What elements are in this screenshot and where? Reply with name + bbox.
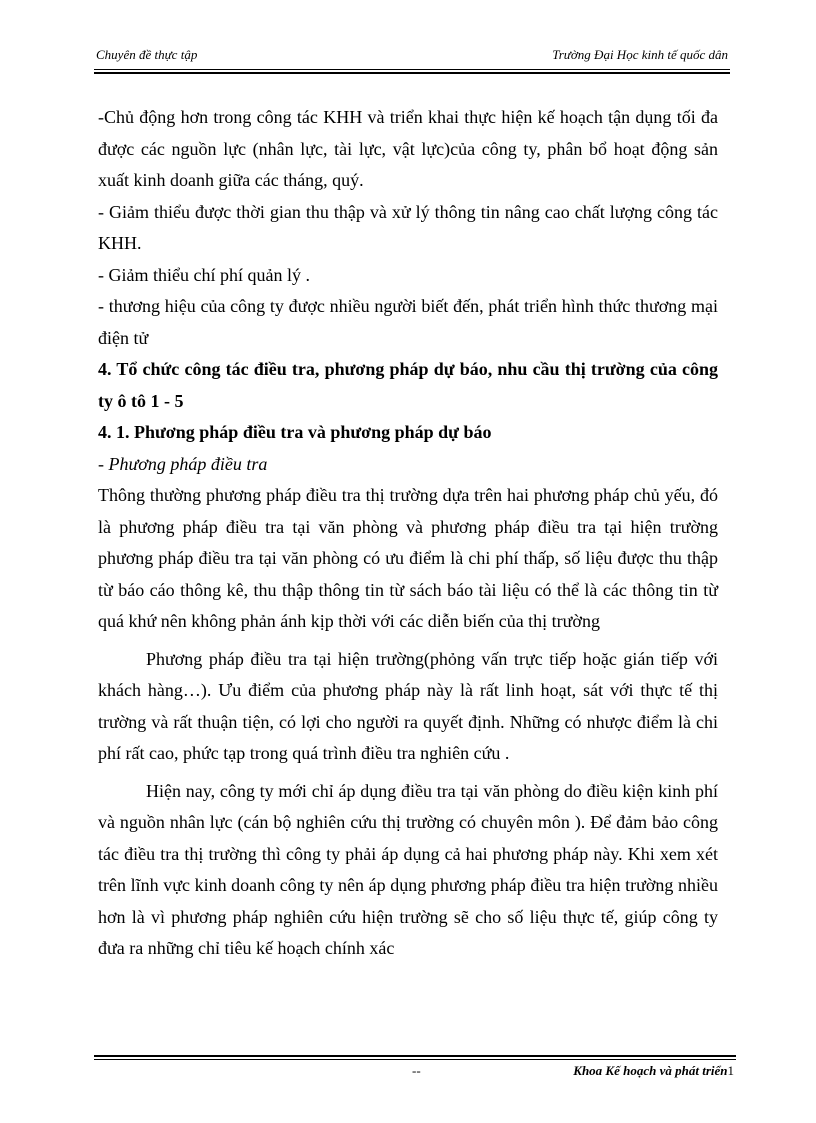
header-right-text: Trường Đại Học kinh tế quốc dân [552, 47, 728, 62]
document-body [98, 102, 718, 965]
footer-divider [94, 1059, 736, 1060]
paragraph-survey-methods: Thông thường phương pháp điều tra thị trường dựa trên hai phương pháp chủ yếu, đó là phương pháp điều tra tại văn phòng và phương pháp điều tra tại hiện trường phương pháp điều tra tại văn phòng có ưu điểm là chi phí thấp, số liệu được thu thập từ báo cáo thông kê, thu thập thông tin từ sách báo tài liệu có thể là các thông tin từ quá khứ nên không phản ánh kịp thời với các diễn biến của thị trường [98, 485, 718, 631]
footer-center-text: -- [412, 1063, 421, 1078]
paragraph-reduce-cost: - Giảm thiểu chí phí quản lý . [98, 264, 310, 285]
paragraph-current-practice: Hiện nay, công ty mới chỉ áp dụng điều tra tại văn phòng do điều kiện kinh phí và nguồn nhân lực (cán bộ nghiên cứu thị trường có chuyên môn ). Để đảm bảo công tác điều tra thị trường thì công ty phải áp dụng cả hai phương pháp này. Khi xem xét trên lĩnh vực kinh doanh công ty nên áp dụng phương pháp điều tra hiện trường nhiều hơn là vì phương pháp nghiên cứu hiện trường sẽ cho số liệu thực tế, giúp công ty đưa ra những chỉ tiêu kế hoạch chính xác [98, 780, 718, 958]
footer-department: Khoa Kế hoạch và phát triển [573, 1063, 728, 1078]
section-heading: 4. Tổ chức công tác điều tra, phương pháp dự báo, nhu cầu thị trường của công ty ô tô 1 - 5 [98, 359, 718, 411]
page-header [96, 47, 728, 69]
subsection-heading: 4. 1. Phương pháp điều tra và phương pháp dự báo [98, 422, 492, 442]
header-divider [94, 69, 730, 70]
page-number: 1 [727, 1063, 734, 1078]
paragraph-brand: - thương hiệu của công ty được nhiều người biết đến, phát triển hình thức thương mại điện tử [98, 296, 718, 348]
paragraph-field-survey: Phương pháp điều tra tại hiện trường(phỏng vấn trực tiếp hoặc gián tiếp với khách hàng…). Ưu điểm của phương pháp này là rất linh hoạt, sát với thực tế thị trường và rất thuận tiện, có lợi cho người ra quyết định. Những có nhược điểm là chi phí rất cao, phức tạp trong quá trình điều tra nghiên cứu . [98, 648, 718, 763]
header-divider-thick [94, 72, 730, 74]
footer-divider-thick [94, 1055, 736, 1057]
header-left-text: Chuyên đề thực tập [96, 47, 198, 62]
footer-right-text [573, 1063, 734, 1079]
paragraph-reduce-time: - Giảm thiểu được thời gian thu thập và xử lý thông tin nâng cao chất lượng công tác KHH. [98, 201, 718, 253]
method-subheading: - Phương pháp điều tra [98, 453, 268, 474]
paragraph-proactive: -Chủ động hơn trong công tác KHH và triển khai thực hiện kế hoạch tận dụng tối đa được các nguồn lực (nhân lực, tài lực, vật lực)của công ty, phân bổ hoạt động sản xuất kinh doanh giữa các tháng, quý. [98, 107, 718, 190]
